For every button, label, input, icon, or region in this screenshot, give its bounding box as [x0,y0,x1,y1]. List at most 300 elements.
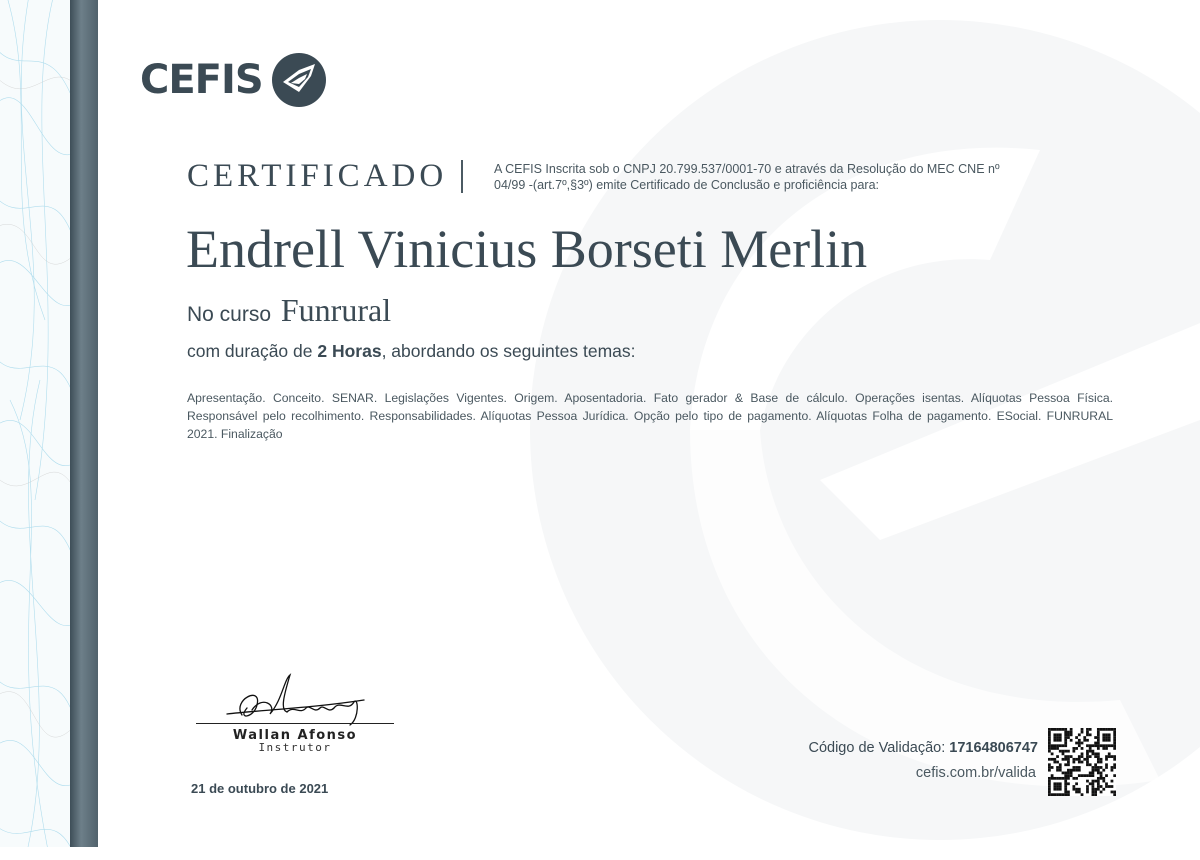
qr-code[interactable] [1048,728,1116,796]
qr-module [1059,769,1062,772]
qr-module [1105,785,1108,788]
qr-module [1111,791,1114,794]
qr-module [1081,742,1084,745]
course-topics: Apresentação. Conceito. SENAR. Legislações Vigentes. Origem. Aposentadoria. Fato gerador & Base de cálculo. Operações isentas. Alíquotas Pessoa Física. Responsável pelo recolhimento. Responsabilidades. Alíquotas Pessoa Jurídica. Opção pelo tipo de pagamento. Alíquotas Folha de pagamento. ESocial. FUNRURAL 2021. Finalização [187,391,1113,441]
qr-module [1053,739,1056,742]
validation-number: 17164806747 [949,740,1038,756]
qr-module [1064,791,1067,794]
qr-module [1108,733,1111,736]
qr-module [1086,750,1089,753]
signature-image [222,670,372,730]
qr-module [1059,744,1062,747]
qr-module [1086,755,1089,758]
qr-module [1078,791,1081,794]
qr-module [1053,785,1056,788]
qr-module [1048,744,1051,747]
qr-module [1111,766,1114,769]
qr-module [1078,788,1081,791]
qr-module [1051,728,1054,731]
qr-module [1064,755,1067,758]
qr-module [1086,788,1089,791]
qr-module [1048,731,1051,734]
qr-module [1067,793,1070,796]
qr-module [1081,793,1084,796]
qr-module [1070,739,1073,742]
qr-module [1113,747,1116,750]
qr-module [1102,733,1105,736]
qr-module [1056,777,1059,780]
duration-line [187,341,636,362]
issue-date: 21 de outubro de 2021 [191,781,329,796]
qr-module [1083,736,1086,739]
instructor-role: Instrutor [258,741,332,754]
qr-module [1089,733,1092,736]
qr-module [1053,782,1056,785]
qr-module [1089,772,1092,775]
qr-module [1100,766,1103,769]
qr-module [1067,777,1070,780]
qr-module [1092,769,1095,772]
qr-module [1111,755,1114,758]
qr-module [1067,733,1070,736]
qr-module [1062,728,1065,731]
validation-label: Código de Validação: [808,740,946,756]
qr-module [1094,742,1097,745]
qr-module [1113,744,1116,747]
qr-module [1092,750,1095,753]
qr-module [1111,744,1114,747]
instructor-name: Wallan Afonso [232,728,358,743]
qr-module [1064,736,1067,739]
logo-text: CEFIS [140,57,263,103]
qr-module [1102,788,1105,791]
qr-module [1113,763,1116,766]
qr-module [1056,733,1059,736]
qr-module [1105,733,1108,736]
qr-module [1051,752,1054,755]
qr-module [1102,739,1105,742]
qr-module [1056,744,1059,747]
qr-module [1102,728,1105,731]
qr-module [1062,758,1065,761]
qr-module [1097,772,1100,775]
qr-module [1105,758,1108,761]
qr-module [1102,769,1105,772]
qr-module [1056,793,1059,796]
qr-module [1048,788,1051,791]
qr-module [1067,782,1070,785]
qr-module [1089,774,1092,777]
qr-module [1048,747,1051,750]
qr-module [1053,793,1056,796]
qr-module [1075,742,1078,745]
qr-module [1086,763,1089,766]
qr-module [1111,785,1114,788]
qr-module [1064,731,1067,734]
qr-module [1105,739,1108,742]
qr-module [1059,763,1062,766]
qr-module [1051,777,1054,780]
qr-module [1056,747,1059,750]
cefis-book-icon [271,52,327,108]
qr-module [1056,769,1059,772]
qr-module [1092,785,1095,788]
qr-module [1097,788,1100,791]
qr-module [1108,736,1111,739]
qr-module [1102,736,1105,739]
qr-module [1086,744,1089,747]
qr-module [1067,758,1070,761]
qr-module [1062,750,1065,753]
qr-module [1048,739,1051,742]
qr-module [1113,758,1116,761]
qr-module [1056,739,1059,742]
issuer-statement: A CEFIS Inscrita sob o CNPJ 20.799.537/0001-70 e através da Resolução do MEC CNE nº 04/99 -(art.7º,§3º) emite Certificado de Conclusão e proficiência para: [494,162,1000,192]
qr-module [1053,744,1056,747]
qr-module [1094,766,1097,769]
qr-module [1062,777,1065,780]
qr-module [1064,793,1067,796]
qr-module [1064,785,1067,788]
qr-module [1078,733,1081,736]
qr-module [1078,758,1081,761]
qr-module [1059,733,1062,736]
recipient-name: Endrell Vinicius Borseti Merlin [186,219,868,279]
qr-module [1075,782,1078,785]
qr-module [1053,736,1056,739]
qr-module [1064,777,1067,780]
qr-module [1070,733,1073,736]
qr-module [1067,769,1070,772]
qr-module [1072,769,1075,772]
qr-module [1086,739,1089,742]
qr-module [1078,742,1081,745]
qr-module [1059,728,1062,731]
qr-module [1053,728,1056,731]
qr-module [1056,761,1059,764]
qr-module [1067,763,1070,766]
validation-url[interactable]: cefis.com.br/valida [915,765,1036,781]
qr-module [1067,750,1070,753]
qr-module [1086,752,1089,755]
qr-module [1097,752,1100,755]
qr-module [1083,739,1086,742]
qr-module [1048,728,1051,731]
qr-module [1113,731,1116,734]
qr-module [1053,777,1056,780]
qr-module [1062,744,1065,747]
qr-module [1048,766,1051,769]
title-divider [461,160,463,193]
qr-module [1113,774,1116,777]
qr-module [1072,785,1075,788]
qr-module [1100,728,1103,731]
qr-module [1083,774,1086,777]
qr-module [1059,766,1062,769]
validation-code [808,740,1038,756]
qr-module [1075,736,1078,739]
qr-module [1078,739,1081,742]
qr-module [1111,769,1114,772]
qr-module [1097,782,1100,785]
qr-module [1105,763,1108,766]
qr-module [1078,769,1081,772]
qr-module [1113,791,1116,794]
cefis-logo [140,52,327,108]
qr-module [1059,739,1062,742]
qr-module [1097,766,1100,769]
qr-module [1100,774,1103,777]
qr-module [1062,772,1065,775]
qr-module [1092,791,1095,794]
qr-module [1051,758,1054,761]
qr-module [1113,793,1116,796]
qr-module [1048,785,1051,788]
qr-module [1067,731,1070,734]
qr-module [1097,742,1100,745]
qr-module [1100,758,1103,761]
qr-module [1102,747,1105,750]
qr-module [1078,766,1081,769]
qr-module [1097,739,1100,742]
qr-module [1064,774,1067,777]
qr-module [1113,739,1116,742]
qr-module [1067,791,1070,794]
qr-module [1072,758,1075,761]
qr-module [1070,769,1073,772]
qr-module [1081,774,1084,777]
qr-module [1048,750,1051,753]
qr-module [1048,777,1051,780]
qr-module [1064,780,1067,783]
qr-module [1064,733,1067,736]
qr-module [1075,788,1078,791]
qr-module [1081,747,1084,750]
qr-module [1097,755,1100,758]
qr-module [1072,761,1075,764]
qr-module [1108,752,1111,755]
qr-module [1089,728,1092,731]
qr-module [1100,744,1103,747]
qr-module [1064,742,1067,745]
qr-module [1089,747,1092,750]
qr-module [1078,755,1081,758]
qr-module [1108,755,1111,758]
qr-module [1102,777,1105,780]
qr-module [1051,744,1054,747]
qr-module [1108,728,1111,731]
qr-module [1078,774,1081,777]
qr-module [1067,755,1070,758]
qr-module [1094,752,1097,755]
qr-module [1086,780,1089,783]
qr-module [1048,780,1051,783]
course-name: Funrural [280,292,392,328]
qr-module [1048,758,1051,761]
qr-module [1053,761,1056,764]
qr-module [1094,736,1097,739]
qr-module [1097,744,1100,747]
qr-module [1105,736,1108,739]
qr-module [1048,733,1051,736]
qr-module [1059,750,1062,753]
qr-module [1048,736,1051,739]
qr-module [1086,733,1089,736]
qr-module [1048,782,1051,785]
qr-module [1089,763,1092,766]
qr-module [1105,747,1108,750]
qr-module [1097,747,1100,750]
qr-module [1075,777,1078,780]
qr-module [1072,747,1075,750]
qr-module [1067,761,1070,764]
qr-module [1092,772,1095,775]
qr-module [1067,772,1070,775]
qr-module [1097,736,1100,739]
qr-module [1097,733,1100,736]
qr-module [1094,744,1097,747]
qr-module [1081,755,1084,758]
qr-module [1105,782,1108,785]
qr-module [1083,758,1086,761]
qr-module [1086,731,1089,734]
qr-module [1059,777,1062,780]
qr-module [1059,785,1062,788]
qr-module [1092,774,1095,777]
qr-module [1094,763,1097,766]
qr-module [1064,750,1067,753]
qr-module [1094,755,1097,758]
qr-module [1070,774,1073,777]
duration-prefix: com duração de [187,341,313,361]
qr-module [1100,772,1103,775]
qr-module [1094,791,1097,794]
qr-module [1056,785,1059,788]
qr-module [1089,782,1092,785]
qr-module [1097,731,1100,734]
qr-module [1078,761,1081,764]
qr-module [1100,777,1103,780]
qr-module [1100,791,1103,794]
qr-module [1105,766,1108,769]
qr-module [1059,793,1062,796]
qr-module [1064,739,1067,742]
qr-module [1094,780,1097,783]
qr-module [1113,733,1116,736]
qr-module [1081,728,1084,731]
qr-module [1086,774,1089,777]
qr-module [1089,744,1092,747]
qr-module [1102,780,1105,783]
qr-module [1051,774,1054,777]
qr-module [1062,752,1065,755]
qr-module [1100,761,1103,764]
decorative-pattern [0,0,70,847]
qr-module [1070,772,1073,775]
qr-module [1111,780,1114,783]
qr-module [1062,793,1065,796]
qr-module [1053,733,1056,736]
qr-module [1092,793,1095,796]
qr-module [1097,785,1100,788]
qr-module [1056,788,1059,791]
qr-module [1092,752,1095,755]
qr-module [1056,755,1059,758]
qr-module [1053,758,1056,761]
qr-module [1105,755,1108,758]
qr-module [1064,744,1067,747]
qr-module [1081,752,1084,755]
qr-module [1070,731,1073,734]
qr-module [1072,788,1075,791]
qr-module [1089,755,1092,758]
certificate-title: CERTIFICADO [187,158,448,194]
qr-module [1064,782,1067,785]
qr-module [1108,785,1111,788]
qr-module [1094,793,1097,796]
qr-module [1089,750,1092,753]
qr-module [1097,758,1100,761]
qr-module [1108,744,1111,747]
qr-module [1113,766,1116,769]
qr-module [1064,763,1067,766]
qr-module [1051,747,1054,750]
qr-module [1067,774,1070,777]
qr-module [1059,788,1062,791]
qr-module [1113,728,1116,731]
qr-module [1051,766,1054,769]
qr-module [1048,793,1051,796]
qr-module [1070,755,1073,758]
qr-module [1056,766,1059,769]
qr-module [1097,761,1100,764]
qr-module [1075,769,1078,772]
qr-module [1048,742,1051,745]
qr-module [1075,758,1078,761]
course-line [187,292,391,329]
qr-module [1072,766,1075,769]
qr-module [1111,728,1114,731]
qr-module [1094,769,1097,772]
qr-module [1048,791,1051,794]
qr-module [1086,761,1089,764]
qr-module [1113,736,1116,739]
signature-line [196,723,394,724]
qr-module [1064,728,1067,731]
qr-module [1086,728,1089,731]
qr-module [1097,728,1100,731]
qr-module [1048,769,1051,772]
qr-module [1097,777,1100,780]
qr-module [1053,747,1056,750]
qr-module [1086,791,1089,794]
qr-module [1053,788,1056,791]
qr-module [1075,791,1078,794]
qr-module [1086,785,1089,788]
duration-suffix: , abordando os seguintes temas: [381,341,636,361]
qr-module [1097,780,1100,783]
decorative-side-bar [70,0,98,847]
qr-module [1105,744,1108,747]
qr-module [1064,758,1067,761]
qr-module [1059,782,1062,785]
qr-module [1092,788,1095,791]
qr-module [1113,755,1116,758]
qr-module [1070,728,1073,731]
qr-module [1064,772,1067,775]
qr-module [1064,788,1067,791]
qr-module [1048,763,1051,766]
